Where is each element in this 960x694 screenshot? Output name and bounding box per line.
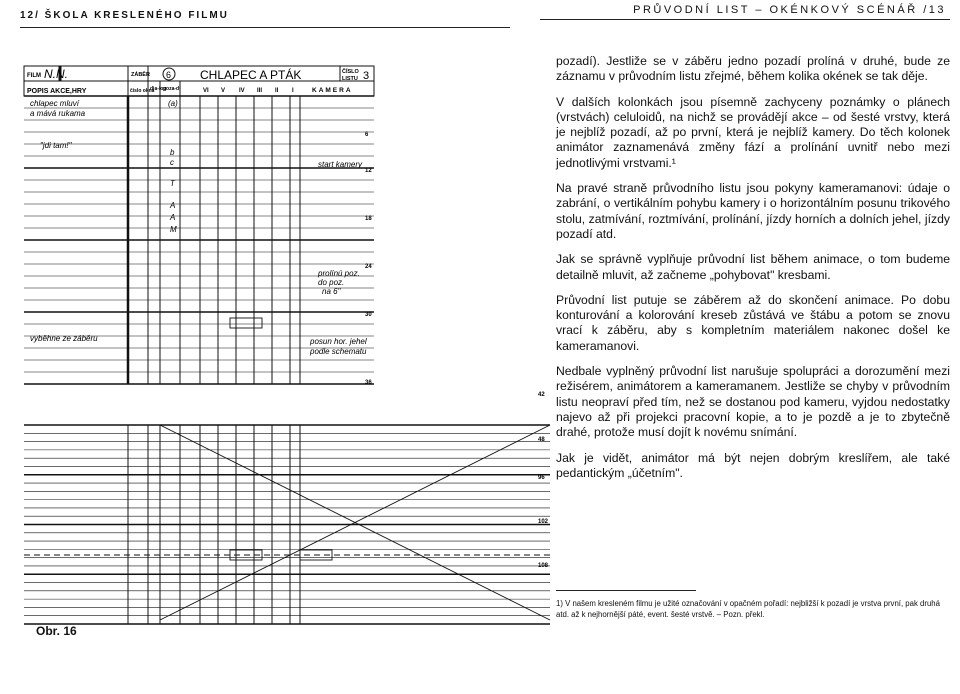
- frame-marker: 48: [538, 437, 545, 443]
- title-value: CHLAPEC A PTÁK: [200, 68, 302, 82]
- camera-note: do poz.: [318, 278, 345, 287]
- popis-label: POPIS AKCE,HRY: [27, 88, 87, 95]
- dialog-mark: b: [170, 148, 175, 157]
- note-text: "jdi tam!": [40, 141, 72, 150]
- note-text: a mává rukama: [30, 109, 86, 118]
- frame-marker: 102: [538, 519, 549, 525]
- page-header-right: PRŮVODNÍ LIST – OKÉNKOVÝ SCÉNÁŘ /13: [633, 4, 946, 16]
- body-text: [556, 54, 950, 491]
- frame-marker: 42: [538, 392, 545, 398]
- frame-marker: 12: [365, 168, 372, 174]
- camera-note: na 6": [322, 287, 341, 296]
- frame-marker: 30: [365, 312, 372, 318]
- footnote: 1) V našem kresleném filmu je užité označování v opačném pořadí: nejbližší k pozadí je vrstva první, pak druhá atd. až k nejhornější páté, event. šesté vrstvě. – Pozn. překl.: [556, 599, 940, 619]
- paragraph: Jak je vidět, animátor má být nejen dobrým kreslířem, ale také pedantickým „účetním".: [556, 450, 950, 480]
- film-value: N.N.: [44, 67, 68, 81]
- footnote-rule: [556, 590, 696, 591]
- dialog-mark: (a): [168, 99, 178, 108]
- dialog-mark: A: [170, 201, 176, 210]
- zaber-value: 6: [166, 70, 172, 80]
- list-label: LISTU: [342, 76, 358, 82]
- frame-marker: 36: [365, 380, 372, 386]
- camera-note: start kamery: [318, 160, 363, 169]
- paragraph: V dalších kolonkách jsou písemně zachyceny poznámky o plánech (vrstvách) celuloidů, na nichž se provádějí akce – od šesté vrstvy, která je nejblíž pozadí, až po první, která je nejblíž kamery. Do těch kolonek animátor zaznamenává změny fází a prolínání uvnitř nebo mezi jednotlivými vrstvami.¹: [556, 94, 950, 170]
- dialog-mark: c: [170, 158, 174, 167]
- list-label: ČÍSLO: [342, 69, 359, 75]
- layer-column-label: I: [292, 88, 294, 94]
- frame-marker: 18: [365, 216, 372, 222]
- kamera-label: KAMERA: [312, 87, 353, 94]
- page-header-left: 12/ ŠKOLA KRESLENÉHO FILMU: [20, 10, 229, 21]
- camera-note: posun hor. jehel: [310, 337, 367, 346]
- layer-column-label: V: [221, 88, 226, 94]
- layer-column-label: II: [275, 88, 279, 94]
- zaber-label: ZÁBĚR: [131, 72, 150, 78]
- dialog-mark: T: [170, 179, 175, 188]
- dialog-mark: A: [170, 213, 176, 222]
- list-value: 3: [363, 70, 370, 82]
- frame-marker: 24: [365, 264, 372, 270]
- camera-note: prolínú poz.: [318, 269, 360, 278]
- pozadi-label: poza-dí: [163, 86, 181, 92]
- header-rule: [540, 19, 950, 20]
- cislo-label: číslo okna: [130, 88, 155, 94]
- layer-column-label: III: [257, 88, 263, 94]
- note-text: chlapec mluví: [30, 99, 79, 108]
- frame-marker: 96: [538, 475, 545, 481]
- figure-caption: Obr. 16: [36, 624, 77, 638]
- camera-note: podle schematu: [310, 347, 367, 356]
- layer-column-label: IV: [239, 88, 245, 94]
- paragraph: Nedbale vyplněný průvodní list narušuje spolupráci a dorozumění mezi režisérem, animátorem a kameramanem. Jestliže se chyby v průvodním listu neopraví před tím, než se dostanou pod kameru, vyjdou nedostatky najevo až při projekci pracovní kopie, a to je pozdě a je to zbytečně drahé, protože musí dojít k novému snímání.: [556, 364, 950, 440]
- dialog-label: dia-log: [150, 86, 167, 92]
- layer-column-label: VI: [203, 88, 209, 94]
- film-label: FILM: [27, 73, 41, 79]
- frame-marker: 108: [538, 563, 549, 569]
- paragraph: Jak se správně vyplňuje průvodní list během animace, o tom budeme detailně mluvit, až začneme „pohybovat" kresbami.: [556, 252, 950, 282]
- paragraph: Průvodní list putuje se záběrem až do skončení animace. Po dobu konturování a kolorování kreseb zůstává ve štábu a potom se znovu vrací k záběru, aby s kompletním materiálem nakonec došel ke kameramanovi.: [556, 292, 950, 353]
- paragraph: pozadí). Jestliže se v záběru jedno pozadí prolíná v druhé, bude ze záznamu v průvodním listu zřejmé, během kolika okének se tak děje.: [556, 54, 950, 84]
- frame-marker: 6: [365, 132, 369, 138]
- paragraph: Na pravé straně průvodního listu jsou pokyny kameramanovi: údaje o zabrání, o vertikálním pohybu kamery i o horizontálním posunu trikového stolu, zatmívání, roztmívání, prolínání, jízdy horních a dolních jehel, jízdy pozadí atd.: [556, 181, 950, 241]
- dialog-mark: M: [170, 225, 177, 234]
- note-text: vyběhne ze záběru: [30, 334, 98, 343]
